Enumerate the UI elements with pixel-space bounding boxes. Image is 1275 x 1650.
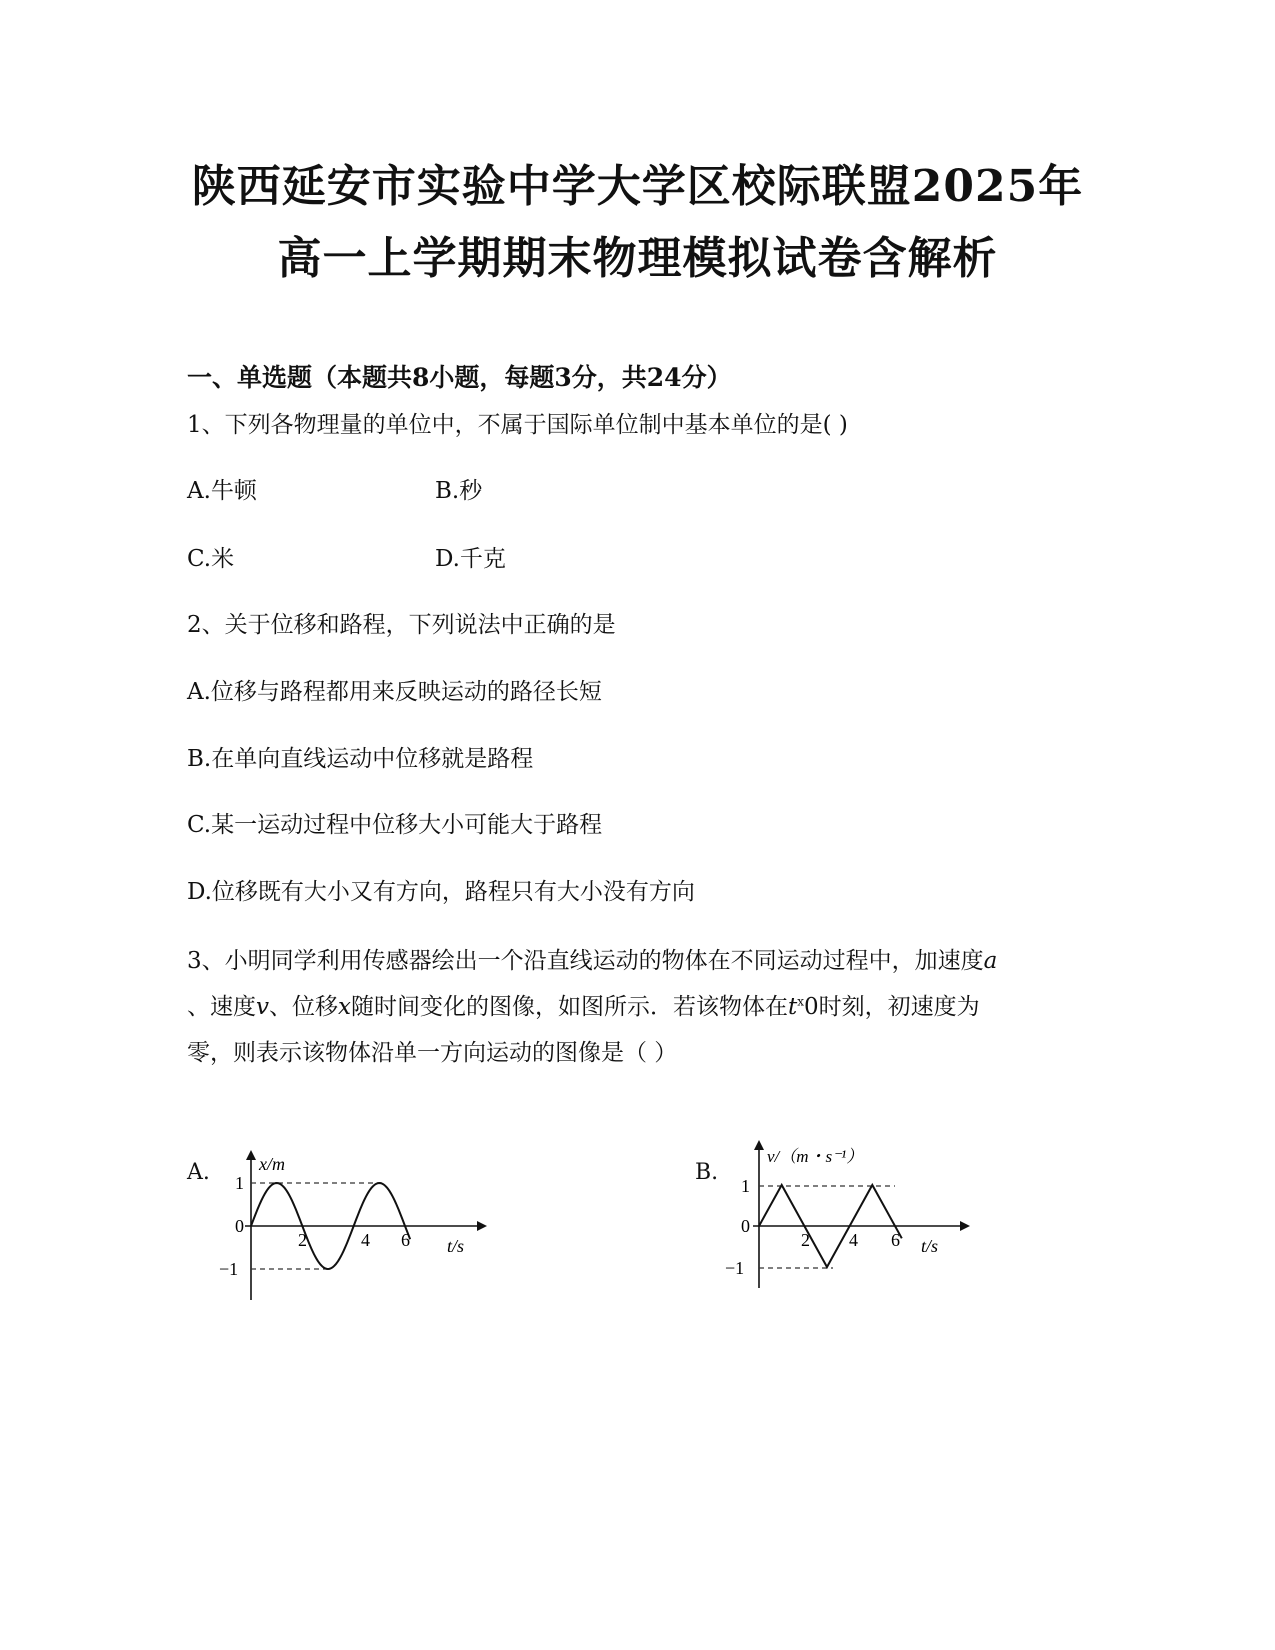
graph-b-tick-y0: 0 — [741, 1216, 750, 1236]
graph-b-ylabel: v/（m・s⁻¹） — [767, 1147, 864, 1166]
question-2-stem: 2、关于位移和路程，下列说法中正确的是 — [187, 612, 616, 638]
graph-b — [723, 1138, 998, 1298]
graph-b-y-arrow — [754, 1140, 764, 1150]
variable-a: a — [983, 948, 998, 974]
question-1-option-c: C.米 — [187, 546, 235, 572]
variable-t: t — [787, 994, 798, 1020]
question-2-option-a: A.位移与路程都用来反映运动的路径长短 — [187, 679, 602, 705]
graph-a-y-arrow — [246, 1150, 256, 1160]
question-1-option-b: B.秒 — [435, 478, 483, 504]
graph-a-tick-y0: 0 — [235, 1216, 244, 1236]
graph-b-xlabel: t/s — [921, 1236, 939, 1256]
graph-a-option-label: A. — [187, 1160, 210, 1185]
document-title-line1: 陕西延安市实验中学大学区校际联盟2025年 — [191, 161, 1084, 212]
graph-b-tick-y1: 1 — [741, 1176, 750, 1196]
question-2-option-c: C.某一运动过程中位移大小可能大于路程 — [187, 812, 603, 838]
graph-a-xlabel: t/s — [447, 1236, 465, 1256]
question-3-stem-line1 — [187, 942, 997, 975]
graph-b-tick-x4: 4 — [849, 1230, 858, 1250]
question-3-text: 随时间变化的图像，如图所示．若该物体在 — [350, 994, 788, 1020]
graph-a-ylabel: x/m — [259, 1154, 285, 1174]
question-3-text: 、速度 — [187, 994, 256, 1020]
graph-a-tick-x6: 6 — [401, 1230, 410, 1250]
graph-b-tick-y-1: −1 — [725, 1258, 745, 1278]
document-title-line2: 高一上学期期末物理模拟试卷含解析 — [277, 233, 998, 284]
graph-a-tick-x2: 2 — [298, 1230, 307, 1250]
question-1-option-a: A.牛顿 — [187, 478, 257, 504]
question-2-option-b: B.在单向直线运动中位移就是路程 — [187, 746, 534, 772]
question-3-stem-line3: 零，则表示该物体沿单一方向运动的图像是（ ） — [187, 1040, 678, 1066]
graph-a-tick-x4: 4 — [361, 1230, 370, 1250]
graph-a-tick-y1: 1 — [235, 1173, 244, 1193]
question-3-stem-line2 — [187, 988, 980, 1021]
question-1-stem: 1、下列各物理量的单位中，不属于国际单位制中基本单位的是( ) — [187, 412, 848, 438]
graph-a — [215, 1148, 490, 1303]
graph-a-x-arrow — [477, 1221, 487, 1231]
variable-v: v — [256, 994, 269, 1020]
question-3-text: 、位移 — [269, 994, 338, 1020]
question-2-option-d: D.位移既有大小又有方向，路程只有大小没有方向 — [187, 879, 695, 905]
question-3-text: 3、小明同学利用传感器绘出一个沿直线运动的物体在不同运动过程中，加速度 — [187, 948, 984, 974]
graph-b-option-label: B. — [695, 1160, 719, 1185]
question-1-option-d: D.千克 — [435, 546, 506, 572]
variable-x: x — [338, 994, 351, 1020]
graph-b-tick-x2: 2 — [801, 1230, 810, 1250]
garbled-symbol: x — [797, 994, 805, 1009]
graph-b-x-arrow — [960, 1221, 970, 1231]
graph-a-tick-y-1: −1 — [219, 1259, 239, 1279]
graph-b-tick-x6: 6 — [891, 1230, 900, 1250]
section-heading: 一、单选题（本题共8小题，每题3分，共24分） — [187, 363, 732, 392]
question-3-text: 0时刻，初速度为 — [804, 994, 980, 1020]
